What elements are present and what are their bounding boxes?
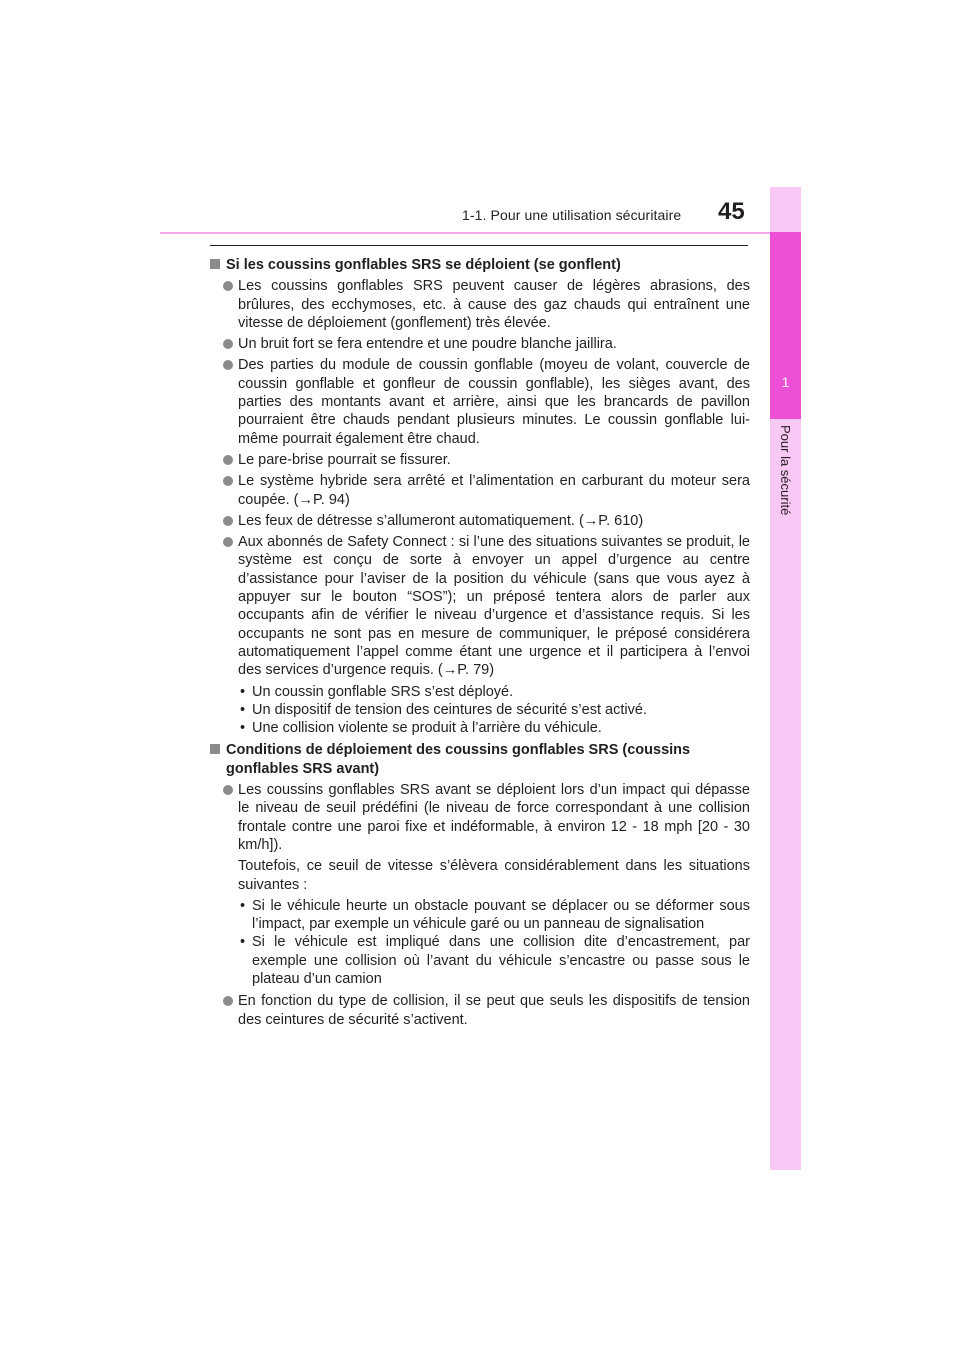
- sub-bullet-icon: •: [240, 897, 246, 914]
- content: [210, 256, 750, 1032]
- sub-list-item: • Si le véhicule est impliqué dans une collision dite d’encastrement, par exemple une collision où l’avant du véhicule s’encastre ou passe sous le plateau d’un camion: [240, 934, 750, 987]
- content-rule: [210, 245, 748, 246]
- paragraph: Toutefois, ce seuil de vitesse s’élèvera considérablement dans les situations suivantes :: [238, 858, 750, 893]
- list-item: Le système hybride sera arrêté et l’alimentation en carburant du moteur sera coupée. (→P. 94): [210, 472, 750, 509]
- round-bullet-icon: [223, 339, 233, 349]
- sub-list-item: • Si le véhicule heurte un obstacle pouvant se déplacer ou se déformer sous l’impact, par exemple un véhicule garé ou un panneau de signalisation: [240, 897, 750, 933]
- section-heading: [210, 741, 750, 778]
- square-bullet-icon: [210, 744, 220, 754]
- list-item: Le pare-brise pourrait se fissurer.: [210, 451, 750, 469]
- page-number: 45: [718, 198, 745, 225]
- list-item: Aux abonnés de Safety Connect : si l’une des situations suivantes se produit, le système est conçu de sorte à envoyer un appel d’urgence au centre d’assistance pour l’aviser de la position du véhicule (sans que vous ayez à appuyer sur le bouton “SOS”); un préposé tentera alors de parler aux occupants afin de vérifier le niveau d’urgence et d’assistance requis. Si les occupants ne sont pas en mesure de communiquer, le préposé considérera automatiquement l’appel comme étant une urgence et il participera à l’envoi des services d’urgence requis. (→P. 79): [210, 533, 750, 679]
- sub-list-item: • Un dispositif de tension des ceintures de sécurité s’est activé.: [240, 701, 647, 718]
- section-heading: [210, 256, 750, 274]
- list-item: En fonction du type de collision, il se peut que seuls les dispositifs de tension des ceintures de sécurité s’activent.: [210, 992, 750, 1029]
- sub-bullet-icon: •: [240, 720, 246, 737]
- sub-list-item: • Une collision violente se produit à l’arrière du véhicule.: [240, 720, 602, 737]
- round-bullet-icon: [223, 455, 233, 465]
- chapter-number: 1: [781, 374, 790, 390]
- chapter-title: Pour la sécurité: [778, 425, 793, 516]
- section-heading-text: Si les coussins gonflables SRS se déploient (se gonflent): [226, 257, 621, 273]
- sub-list: [210, 897, 750, 988]
- side-tab-active: [770, 232, 801, 419]
- round-bullet-icon: [223, 476, 233, 486]
- list-item: Les feux de détresse s’allumeront automatiquement. (→P. 610): [210, 512, 750, 530]
- round-bullet-icon: [223, 785, 233, 795]
- round-bullet-icon: [223, 996, 233, 1006]
- round-bullet-icon: [223, 516, 233, 526]
- sub-bullet-icon: •: [240, 701, 246, 718]
- square-bullet-icon: [210, 259, 220, 269]
- sub-list-item: • Un coussin gonflable SRS s’est déployé.: [240, 683, 514, 700]
- section-heading-text: Conditions de déploiement des coussins gonflables SRS (coussins gonflables SRS avant): [226, 742, 691, 777]
- round-bullet-icon: [223, 537, 233, 547]
- list-item: Les coussins gonflables SRS peuvent causer de légères abrasions, des brûlures, des ecchymoses, etc. à cause des gaz chauds qui entraînent une vitesse de déploiement (gonflement) très élevée.: [210, 277, 750, 332]
- sub-bullet-icon: •: [240, 934, 246, 951]
- sub-list: [210, 683, 750, 738]
- round-bullet-icon: [223, 281, 233, 291]
- header-section-title: 1-1. Pour une utilisation sécuritaire: [462, 207, 682, 223]
- round-bullet-icon: [223, 360, 233, 370]
- list-item: Les coussins gonflables SRS avant se déploient lors d’un impact qui dépasse le niveau de seuil prédéfini (le niveau de force correspondant à une collision frontale contre une paroi fixe et indéformable, à environ 12 - 18 mph [20 - 30 km/h]).: [210, 781, 750, 854]
- list-item: Des parties du module de coussin gonflable (moyeu de volant, couvercle de coussin gonflable et gonfleur de coussin gonflable), les sièges avant, des parties des montants avant et arrière, ainsi que les brancards de pavillon pourraient être chauds pendant plusieurs minutes. Le coussin gonflable lui-même pourrait également être chaud.: [210, 356, 750, 447]
- list-item: Un bruit fort se fera entendre et une poudre blanche jaillira.: [210, 335, 750, 353]
- header-rule: [160, 232, 800, 234]
- sub-bullet-icon: •: [240, 683, 246, 700]
